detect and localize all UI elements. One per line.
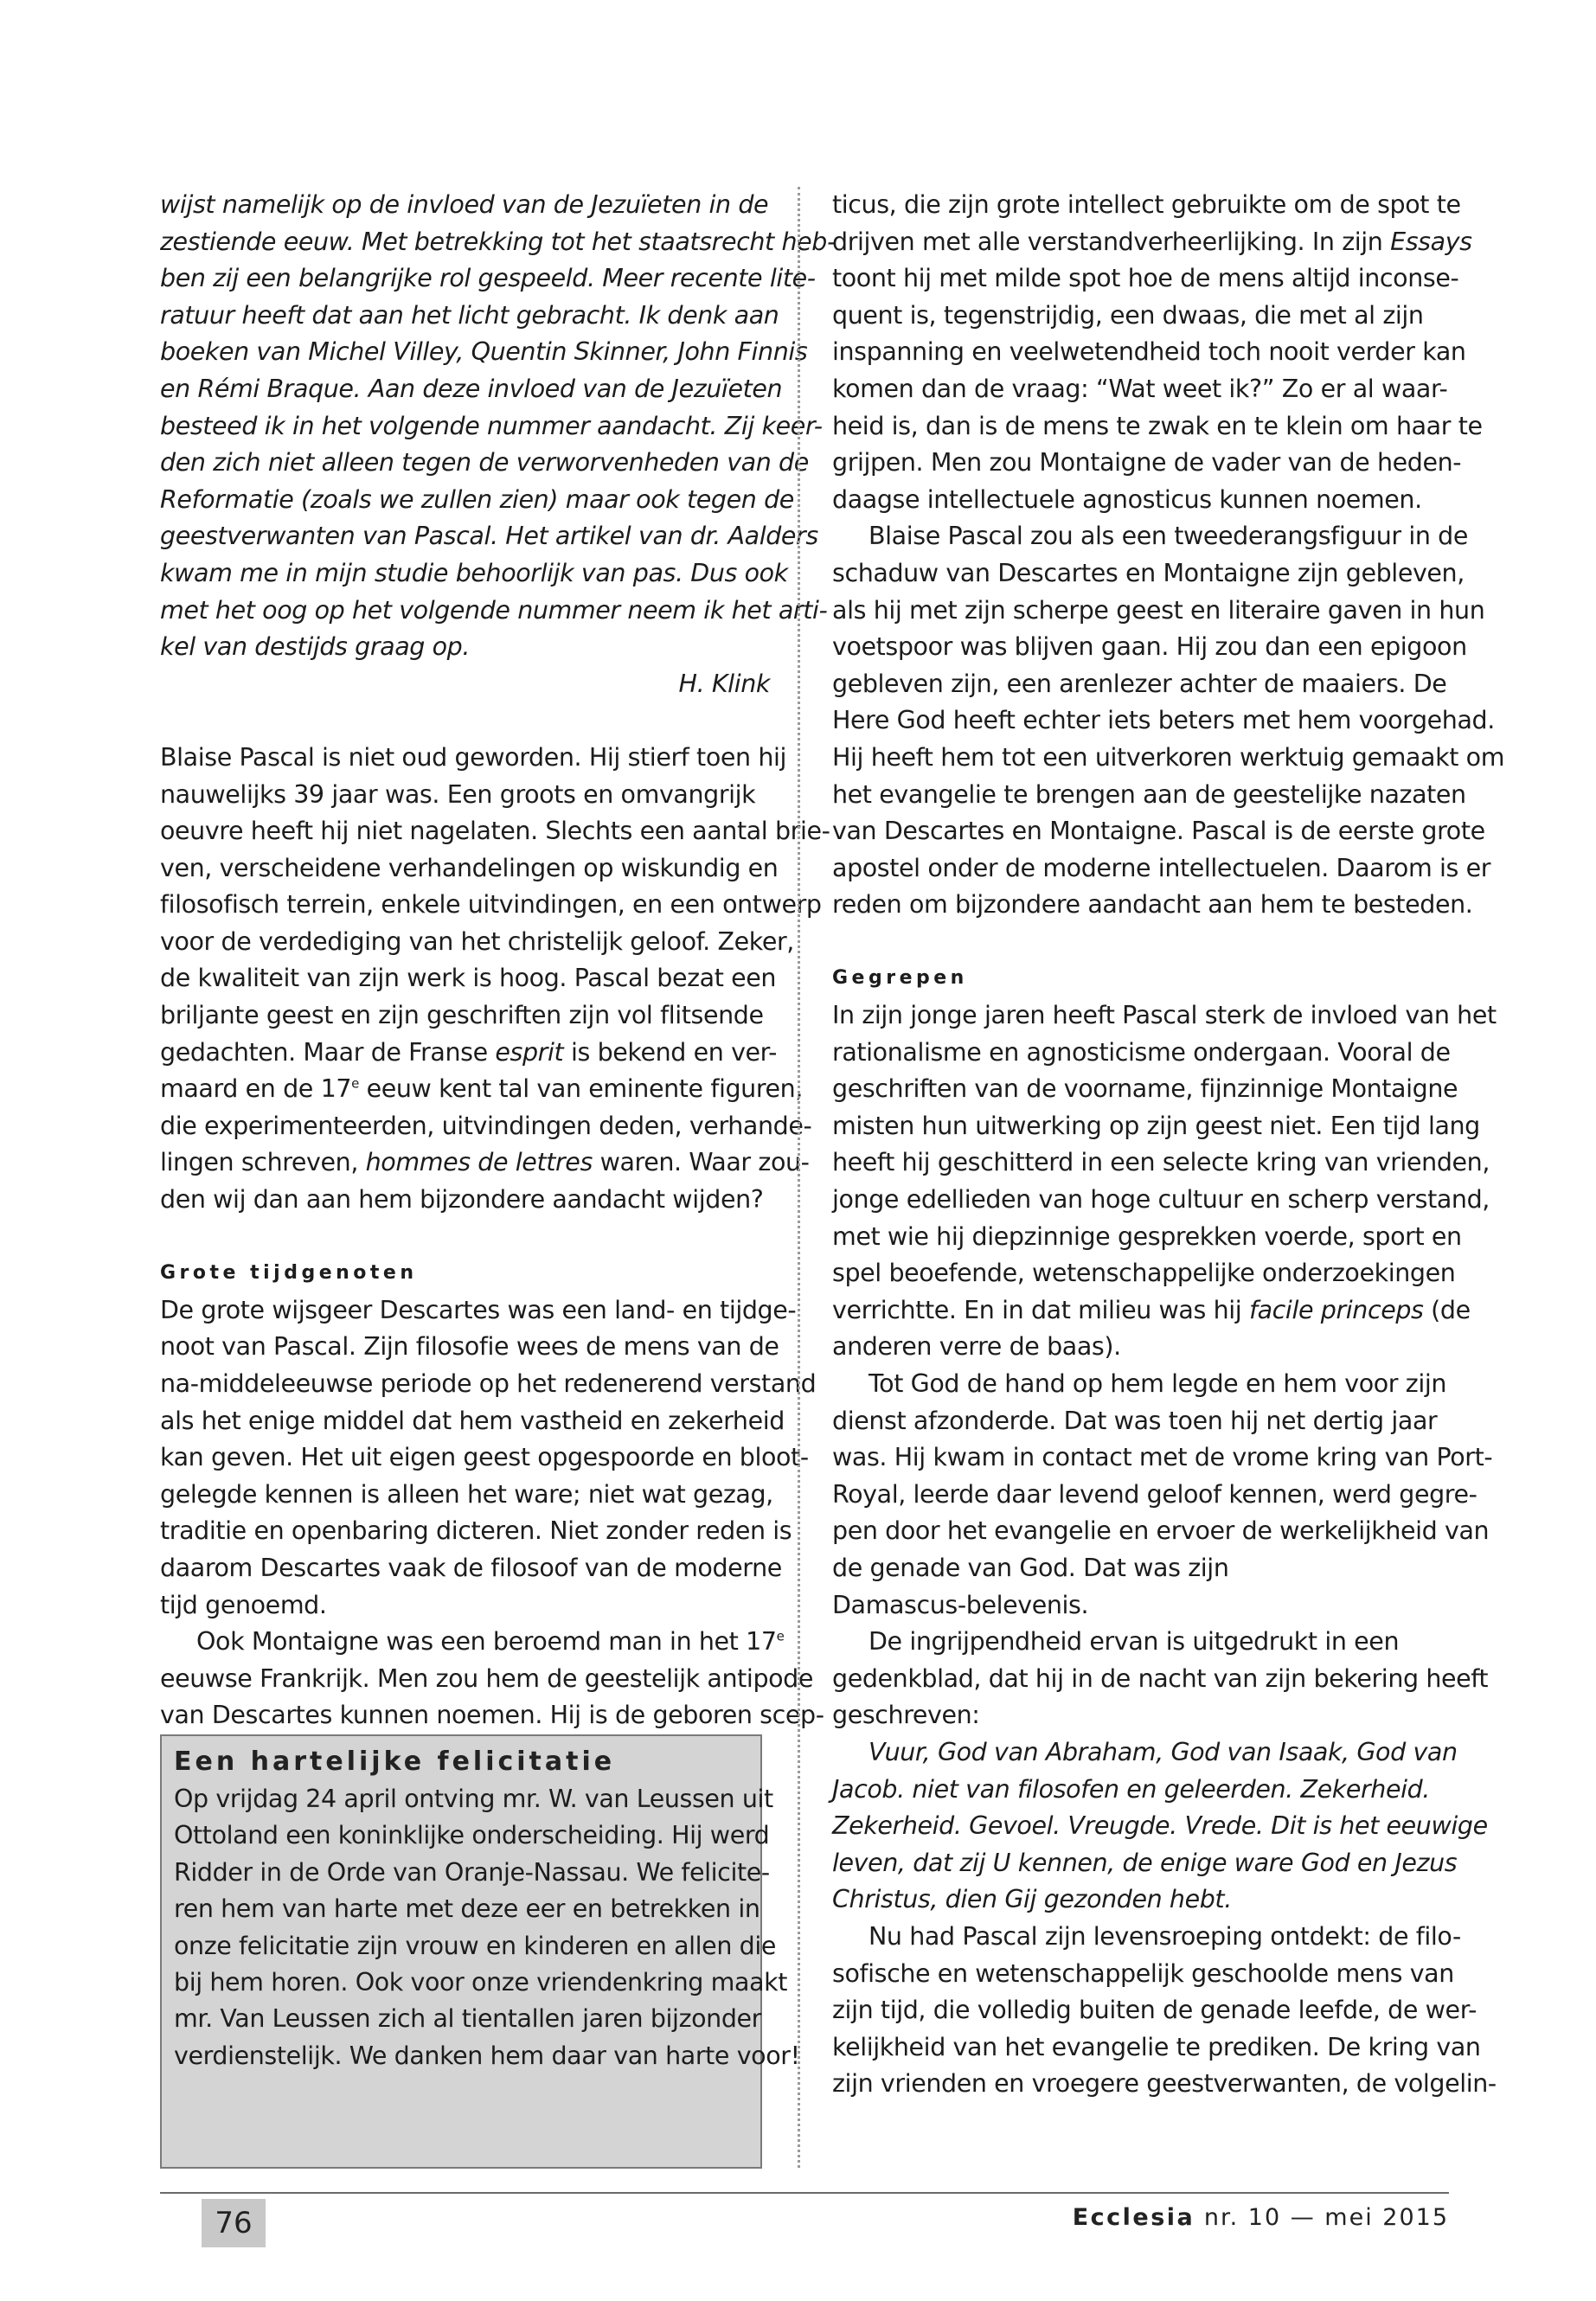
- text-line: Blaise Pascal zou als een tweederangsfiguur in de: [869, 522, 1468, 551]
- paragraph-montaigne: [160, 1624, 824, 1734]
- text-line: voor de verdediging van het christelijk geloof. Zeker,: [160, 926, 794, 956]
- text-line: misten hun uitwerking op zijn geest niet. Een tijd lang: [832, 1111, 1480, 1140]
- footer-rule: [160, 2192, 1449, 2194]
- left-column: [160, 187, 836, 1734]
- text-line: van Descartes en Montaigne. Pascal is de eerste grote: [832, 817, 1485, 846]
- text-line: lingen schreven, hommes de lettres waren. Waar zou-: [160, 1148, 810, 1177]
- text-line: quent is, tegenstrijdig, een dwaas, die met al zijn: [832, 300, 1424, 330]
- paragraph-calling: [832, 1919, 1497, 2103]
- text-line: als hij met zijn scherpe geest en literaire gaven in hun: [832, 595, 1485, 625]
- issue-info: nr. 10 — mei 2015: [1195, 2204, 1449, 2231]
- text-line: leven, dat zij U kennen, de enige ware God en Jezus: [832, 1848, 1458, 1877]
- text-line: gedachten. Maar de Franse esprit is bekend en ver-: [160, 1037, 778, 1067]
- text-line: ven, verscheidene verhandelingen op wiskundig en: [160, 853, 779, 882]
- text-line: spel beoefende, wetenschappelijke onderzoekingen: [832, 1259, 1456, 1288]
- column-divider: [798, 187, 800, 2168]
- text-line: zestiende eeuw. Met betrekking tot het staatsrecht heb-: [160, 227, 836, 256]
- text-line: komen dan de vraag: “Wat weet ik?” Zo er al waar-: [832, 374, 1448, 403]
- text-line: den zich niet alleen tegen de verworvenheden van de: [160, 448, 809, 478]
- text-line: apostel onder de moderne intellectuelen. Daarom is er: [832, 853, 1491, 882]
- text-line: gedenkblad, dat hij in de nacht van zijn bekering heeft: [832, 1663, 1489, 1693]
- journal-name: Ecclesia: [1072, 2204, 1195, 2231]
- text-line: Op vrijdag 24 april ontving mr. W. van Leussen uit: [174, 1785, 773, 1813]
- text-line: tijd genoemd.: [160, 1590, 327, 1619]
- text-line: den wij dan aan hem bijzondere aandacht wijden?: [160, 1185, 764, 1215]
- text-line: heid is, dan is de mens te zwak en te klein om haar te: [832, 411, 1483, 440]
- right-column: [832, 187, 1505, 2103]
- text-line: als het enige middel dat hem vastheid en zekerheid: [160, 1406, 785, 1435]
- memorial-quote: [832, 1734, 1488, 1919]
- page-number: 76: [202, 2199, 266, 2247]
- text-line: Tot God de hand op hem legde en hem voor zijn: [869, 1369, 1447, 1398]
- text-line: Vuur, God van Abraham, God van Isaak, God van: [869, 1737, 1458, 1766]
- text-line: en Rémi Braque. Aan deze invloed van de Jezuïeten: [160, 374, 783, 403]
- paragraph-pascal-figure: [832, 518, 1505, 924]
- text-line: Royal, leerde daar levend geloof kennen, werd gegre-: [832, 1479, 1477, 1509]
- text-line: Damascus-belevenis.: [832, 1590, 1089, 1619]
- text-line: daarom Descartes vaak de filosoof van de moderne: [160, 1553, 782, 1582]
- paragraph-memorial: [832, 1624, 1489, 1734]
- text-line: rationalisme en agnosticisme ondergaan. Vooral de: [832, 1037, 1451, 1067]
- text-line: ren hem van harte met deze eer en betrekken in: [174, 1894, 760, 1924]
- text-line: met wie hij diepzinnige gesprekken voerde, sport en: [832, 1221, 1462, 1251]
- text-line: met het oog op het volgende nummer neem ik het arti-: [160, 595, 828, 625]
- journal-info: [1073, 2204, 1449, 2231]
- text-line: de kwaliteit van zijn werk is hoog. Pascal bezat een: [160, 964, 777, 993]
- text-line: Nu had Pascal zijn levensroeping ontdekt: de filo-: [869, 1921, 1461, 1951]
- text-line: jonge edellieden van hoge cultuur en scherp verstand,: [832, 1185, 1490, 1215]
- text-line: besteed ik in het volgende nummer aandacht. Zij keer-: [160, 411, 823, 440]
- text-line: zijn tijd, die volledig buiten de genade leefde, de wer-: [832, 1996, 1477, 2025]
- section-heading: Grote tijdgenoten: [160, 1262, 418, 1285]
- text-line: verrichtte. En in dat milieu was hij facile princeps (de: [832, 1295, 1471, 1324]
- text-line: inspanning en veelwetendheid toch nooit verder kan: [832, 337, 1466, 367]
- text-line: Ottoland een koninklijke onderscheiding. Hij werd: [174, 1821, 770, 1850]
- text-line: die experimenteerden, uitvindingen deden, verhande-: [160, 1111, 812, 1140]
- text-line: maard en de 17e eeuw kent tal van eminente figuren,: [160, 1074, 803, 1104]
- text-line: sofische en wetenschappelijk geschoolde mens van: [832, 1958, 1454, 1988]
- text-line: Reformatie (zoals we zullen zien) maar ook tegen de: [160, 484, 794, 514]
- section-heading: Gegrepen: [832, 967, 968, 990]
- text-line: noot van Pascal. Zijn filosofie wees de mens van de: [160, 1332, 779, 1362]
- text-line: ticus, die zijn grote intellect gebruikte om de spot te: [832, 190, 1461, 219]
- text-line: Hij heeft hem tot een uitverkoren werktuig gemaakt om: [832, 742, 1505, 772]
- text-line: bij hem horen. Ook voor onze vriendenkring maakt: [174, 1967, 788, 1997]
- text-line: oeuvre heeft hij niet nagelaten. Slechts een aantal brie-: [160, 817, 830, 846]
- text-line: drijven met alle verstandverheerlijking. In zijn Essays: [832, 227, 1472, 256]
- intro-note: [160, 187, 836, 702]
- text-line: wijst namelijk op de invloed van de Jezuïeten in de: [160, 190, 769, 219]
- text-line: briljante geest en zijn geschriften zijn vol flitsende: [160, 1001, 764, 1030]
- felicitation-box: [160, 1734, 800, 2169]
- text-line: ben zij een belangrijke rol gespeeld. Meer recente lite-: [160, 264, 816, 293]
- text-line: geestverwanten van Pascal. Het artikel van dr. Aalders: [160, 522, 818, 551]
- text-line: Blaise Pascal is niet oud geworden. Hij stierf toen hij: [160, 742, 787, 772]
- text-line: de genade van God. Dat was zijn: [832, 1553, 1229, 1582]
- text-line: voetspoor was blijven gaan. Hij zou dan een epigoon: [832, 632, 1467, 662]
- text-line: zijn vrienden en vroegere geestverwanten, de volgelin-: [832, 2069, 1497, 2099]
- text-line: schaduw van Descartes en Montaigne zijn gebleven,: [832, 558, 1465, 587]
- text-line: gebleven zijn, een arenlezer achter de maaiers. De: [832, 669, 1447, 698]
- text-line: pen door het evangelie en ervoer de werkelijkheid van: [832, 1516, 1490, 1546]
- text-line: dienst afzonderde. Dat was toen hij net dertig jaar: [832, 1406, 1438, 1435]
- text-line: van Descartes kunnen noemen. Hij is de geboren scep-: [160, 1701, 824, 1730]
- text-line: Christus, dien Gij gezonden hebt.: [832, 1885, 1232, 1914]
- text-line: was. Hij kwam in contact met de vrome kring van Port-: [832, 1443, 1493, 1472]
- paragraph-sceptic: [832, 187, 1483, 518]
- text-line: onze felicitatie zijn vrouw en kinderen en allen die: [174, 1931, 776, 1960]
- text-line: geschreven:: [832, 1701, 980, 1730]
- paragraph-opening: [160, 740, 830, 1219]
- text-line: gelegde kennen is alleen het ware; niet wat gezag,: [160, 1479, 773, 1509]
- text-line: heeft hij geschitterd in een selecte kring van vrienden,: [832, 1148, 1490, 1177]
- text-line: nauwelijks 39 jaar was. Een groots en omvangrijk: [160, 779, 756, 809]
- paragraph-descartes: [160, 1292, 817, 1624]
- text-line: geschriften van de voorname, fijnzinnige Montaigne: [832, 1074, 1458, 1104]
- text-line: mr. Van Leussen zich al tientallen jaren bijzonder: [174, 2004, 761, 2034]
- text-line: daagse intellectuele agnosticus kunnen noemen.: [832, 484, 1422, 514]
- text-line: anderen verre de baas).: [832, 1332, 1121, 1362]
- box-title: Een hartelijke felicitatie: [174, 1747, 616, 1777]
- text-line: Ridder in de Orde van Oranje-Nassau. We felicite-: [174, 1857, 770, 1887]
- text-line: na-middeleeuwse periode op het redenerend verstand: [160, 1369, 817, 1398]
- text-line: toont hij met milde spot hoe de mens altijd inconse-: [832, 264, 1459, 293]
- text-line: De grote wijsgeer Descartes was een land- en tijdge-: [160, 1295, 797, 1324]
- text-line: reden om bijzondere aandacht aan hem te besteden.: [832, 890, 1473, 920]
- text-line: verdienstelijk. We danken hem daar van harte voor!: [174, 2041, 800, 2070]
- text-line: Zekerheid. Gevoel. Vreugde. Vrede. Dit is het eeuwige: [832, 1811, 1488, 1841]
- text-line: traditie en openbaring dicteren. Niet zonder reden is: [160, 1516, 792, 1546]
- signature: H. Klink: [678, 669, 770, 698]
- text-line: In zijn jonge jaren heeft Pascal sterk de invloed van het: [832, 1001, 1497, 1030]
- paragraph-conversion: [832, 1366, 1493, 1624]
- text-line: het evangelie te brengen aan de geestelijke nazaten: [832, 779, 1466, 809]
- text-line: ratuur heeft dat aan het licht gebracht. Ik denk aan: [160, 300, 779, 330]
- text-line: grijpen. Men zou Montaigne de vader van de heden-: [832, 448, 1462, 478]
- text-line: boeken van Michel Villey, Quentin Skinner, John Finnis: [160, 337, 808, 367]
- text-line: Ook Montaigne was een beroemd man in het 17e: [196, 1627, 785, 1657]
- text-line: filosofisch terrein, enkele uitvindingen, en een ontwerp: [160, 890, 822, 920]
- text-line: eeuwse Frankrijk. Men zou hem de geestelijk antipode: [160, 1663, 814, 1693]
- text-line: kelijkheid van het evangelie te prediken. De kring van: [832, 2032, 1481, 2061]
- text-line: kel van destijds graag op.: [160, 632, 471, 662]
- text-line: De ingrijpendheid ervan is uitgedrukt in een: [869, 1627, 1400, 1657]
- text-line: Jacob. niet van filosofen en geleerden. Zekerheid.: [832, 1774, 1430, 1804]
- text-line: kwam me in mijn studie behoorlijk van pas. Dus ook: [160, 558, 788, 587]
- text-line: Here God heeft echter iets beters met hem voorgehad.: [832, 706, 1495, 735]
- text-line: kan geven. Het uit eigen geest opgespoorde en bloot-: [160, 1443, 809, 1472]
- paragraph-young-years: [832, 997, 1497, 1366]
